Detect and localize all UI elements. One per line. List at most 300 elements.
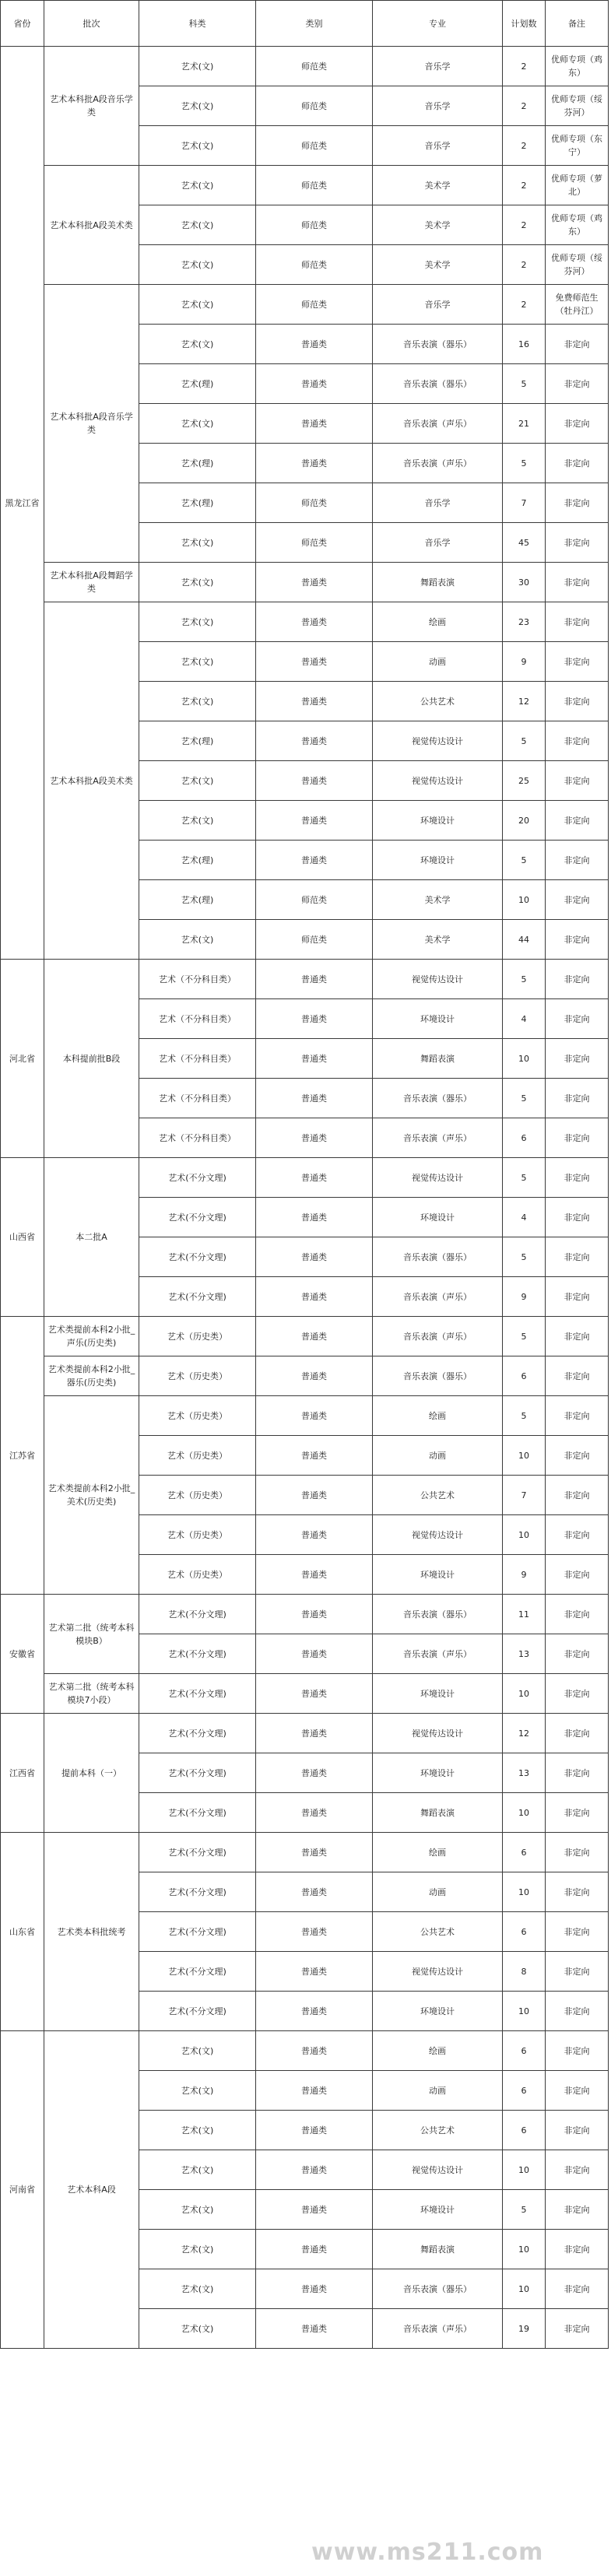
- cell-batch: 艺术本科批A段美术类: [44, 166, 139, 285]
- cell-plan-count: 6: [503, 1118, 546, 1158]
- table-row: [1, 1158, 609, 1198]
- cell-remarks: 非定向: [546, 960, 609, 999]
- cell-major: 舞蹈表演: [373, 1039, 503, 1079]
- cell-remarks: 优师专项（绥芬河）: [546, 86, 609, 126]
- cell-type: 师范类: [256, 920, 373, 960]
- table-row: [1, 166, 609, 205]
- cell-major: 环境设计: [373, 1555, 503, 1595]
- cell-remarks: 非定向: [546, 444, 609, 483]
- cell-major: 音乐表演（声乐）: [373, 1317, 503, 1356]
- cell-batch: 艺术本科批A段舞蹈学类: [44, 563, 139, 602]
- cell-plan-count: 10: [503, 880, 546, 920]
- cell-plan-count: 2: [503, 285, 546, 325]
- cell-major: 动画: [373, 642, 503, 682]
- cell-remarks: 非定向: [546, 2031, 609, 2071]
- cell-plan-count: 9: [503, 1555, 546, 1595]
- cell-subject-category: 艺术(文): [139, 920, 256, 960]
- cell-subject-category: 艺术（历史类）: [139, 1436, 256, 1476]
- cell-province: 河南省: [1, 2031, 44, 2349]
- cell-province: 黑龙江省: [1, 47, 44, 960]
- cell-type: 普通类: [256, 1436, 373, 1476]
- cell-subject-category: 艺术（历史类）: [139, 1515, 256, 1555]
- cell-plan-count: 6: [503, 2071, 546, 2111]
- cell-subject-category: 艺术(理): [139, 721, 256, 761]
- table-row: [1, 285, 609, 325]
- cell-remarks: 非定向: [546, 1039, 609, 1079]
- cell-plan-count: 30: [503, 563, 546, 602]
- cell-major: 绘画: [373, 602, 503, 642]
- cell-major: 音乐表演（声乐）: [373, 2309, 503, 2349]
- cell-plan-count: 7: [503, 483, 546, 523]
- cell-type: 普通类: [256, 1674, 373, 1714]
- cell-major: 音乐表演（声乐）: [373, 404, 503, 444]
- cell-subject-category: 艺术(理): [139, 483, 256, 523]
- cell-remarks: 非定向: [546, 1118, 609, 1158]
- cell-remarks: 非定向: [546, 1436, 609, 1476]
- cell-remarks: 非定向: [546, 1555, 609, 1595]
- cell-type: 师范类: [256, 47, 373, 86]
- cell-remarks: 非定向: [546, 880, 609, 920]
- cell-type: 师范类: [256, 166, 373, 205]
- cell-type: 普通类: [256, 2230, 373, 2269]
- cell-remarks: 非定向: [546, 2150, 609, 2190]
- cell-remarks: 非定向: [546, 2111, 609, 2150]
- cell-remarks: 免费师范生（牡丹江）: [546, 285, 609, 325]
- cell-major: 音乐表演（声乐）: [373, 1277, 503, 1317]
- cell-type: 普通类: [256, 1158, 373, 1198]
- cell-type: 普通类: [256, 1634, 373, 1674]
- cell-remarks: 非定向: [546, 2309, 609, 2349]
- cell-major: 视觉传达设计: [373, 761, 503, 801]
- cell-type: 师范类: [256, 483, 373, 523]
- cell-type: 师范类: [256, 205, 373, 245]
- cell-type: 普通类: [256, 1714, 373, 1753]
- cell-subject-category: 艺术(理): [139, 444, 256, 483]
- cell-plan-count: 2: [503, 205, 546, 245]
- cell-subject-category: 艺术（不分科目类）: [139, 1079, 256, 1118]
- cell-type: 普通类: [256, 325, 373, 364]
- cell-remarks: 非定向: [546, 2230, 609, 2269]
- header-row: [1, 1, 609, 47]
- cell-subject-category: 艺术(文): [139, 86, 256, 126]
- cell-remarks: 非定向: [546, 682, 609, 721]
- cell-plan-count: 4: [503, 1198, 546, 1237]
- cell-major: 动画: [373, 1872, 503, 1912]
- cell-subject-category: 艺术(不分文理): [139, 1277, 256, 1317]
- cell-subject-category: 艺术(文): [139, 2190, 256, 2230]
- cell-plan-count: 6: [503, 1356, 546, 1396]
- cell-major: 音乐学: [373, 86, 503, 126]
- cell-major: 舞蹈表演: [373, 563, 503, 602]
- cell-subject-category: 艺术(文): [139, 166, 256, 205]
- cell-major: 音乐表演（器乐）: [373, 1356, 503, 1396]
- cell-plan-count: 20: [503, 801, 546, 841]
- cell-major: 音乐学: [373, 483, 503, 523]
- table-row: [1, 47, 609, 86]
- cell-major: 视觉传达设计: [373, 1952, 503, 1992]
- cell-type: 普通类: [256, 642, 373, 682]
- table-row: [1, 563, 609, 602]
- cell-subject-category: 艺术（不分科目类）: [139, 1118, 256, 1158]
- cell-remarks: 优师专项（鸡东）: [546, 205, 609, 245]
- cell-remarks: 非定向: [546, 1912, 609, 1952]
- cell-remarks: 非定向: [546, 1992, 609, 2031]
- cell-subject-category: 艺术(文): [139, 682, 256, 721]
- cell-batch: 提前本科（一）: [44, 1714, 139, 1833]
- cell-subject-category: 艺术（历史类）: [139, 1396, 256, 1436]
- cell-major: 环境设计: [373, 1992, 503, 2031]
- cell-type: 师范类: [256, 523, 373, 563]
- cell-subject-category: 艺术(文): [139, 642, 256, 682]
- cell-subject-category: 艺术（不分科目类）: [139, 999, 256, 1039]
- cell-major: 公共艺术: [373, 1912, 503, 1952]
- cell-remarks: 非定向: [546, 1714, 609, 1753]
- header-province: 省份: [1, 1, 44, 47]
- cell-major: 绘画: [373, 1833, 503, 1872]
- cell-major: 环境设计: [373, 801, 503, 841]
- cell-subject-category: 艺术（历史类）: [139, 1317, 256, 1356]
- cell-type: 普通类: [256, 444, 373, 483]
- cell-plan-count: 19: [503, 2309, 546, 2349]
- cell-subject-category: 艺术(不分文理): [139, 1237, 256, 1277]
- cell-remarks: 非定向: [546, 1198, 609, 1237]
- cell-plan-count: 5: [503, 1396, 546, 1436]
- cell-subject-category: 艺术(不分文理): [139, 1912, 256, 1952]
- cell-remarks: 非定向: [546, 404, 609, 444]
- cell-remarks: 非定向: [546, 999, 609, 1039]
- cell-type: 普通类: [256, 1992, 373, 2031]
- cell-type: 普通类: [256, 1356, 373, 1396]
- cell-plan-count: 5: [503, 1079, 546, 1118]
- cell-type: 普通类: [256, 1595, 373, 1634]
- cell-plan-count: 6: [503, 2031, 546, 2071]
- cell-remarks: 非定向: [546, 2269, 609, 2309]
- cell-province: 江苏省: [1, 1317, 44, 1595]
- cell-plan-count: 10: [503, 2230, 546, 2269]
- cell-plan-count: 10: [503, 1436, 546, 1476]
- cell-plan-count: 5: [503, 960, 546, 999]
- cell-type: 普通类: [256, 801, 373, 841]
- cell-subject-category: 艺术（历史类）: [139, 1476, 256, 1515]
- cell-plan-count: 10: [503, 1872, 546, 1912]
- cell-plan-count: 8: [503, 1952, 546, 1992]
- table-row: [1, 1714, 609, 1753]
- cell-major: 美术学: [373, 920, 503, 960]
- cell-plan-count: 5: [503, 364, 546, 404]
- cell-remarks: 非定向: [546, 761, 609, 801]
- cell-subject-category: 艺术(文): [139, 325, 256, 364]
- cell-subject-category: 艺术（不分科目类）: [139, 1039, 256, 1079]
- cell-batch: 艺术类提前本科2小批_美术(历史类): [44, 1396, 139, 1595]
- cell-remarks: 非定向: [546, 920, 609, 960]
- cell-plan-count: 10: [503, 1674, 546, 1714]
- header-type: 类别: [256, 1, 373, 47]
- table-row: [1, 602, 609, 642]
- cell-major: 美术学: [373, 880, 503, 920]
- cell-plan-count: 21: [503, 404, 546, 444]
- cell-subject-category: 艺术（历史类）: [139, 1356, 256, 1396]
- cell-type: 普通类: [256, 1039, 373, 1079]
- cell-subject-category: 艺术(文): [139, 205, 256, 245]
- cell-subject-category: 艺术(文): [139, 761, 256, 801]
- cell-type: 普通类: [256, 2150, 373, 2190]
- cell-major: 音乐学: [373, 285, 503, 325]
- cell-type: 师范类: [256, 880, 373, 920]
- cell-plan-count: 7: [503, 1476, 546, 1515]
- cell-major: 音乐学: [373, 47, 503, 86]
- cell-type: 普通类: [256, 1198, 373, 1237]
- cell-province: 河北省: [1, 960, 44, 1158]
- cell-type: 普通类: [256, 2309, 373, 2349]
- cell-type: 普通类: [256, 563, 373, 602]
- table-row: [1, 1317, 609, 1356]
- cell-subject-category: 艺术(文): [139, 2111, 256, 2150]
- cell-batch: 艺术类提前本科2小批_声乐(历史类): [44, 1317, 139, 1356]
- cell-batch: 艺术本科批A段音乐学类: [44, 47, 139, 166]
- cell-major: 公共艺术: [373, 682, 503, 721]
- cell-remarks: 非定向: [546, 1079, 609, 1118]
- cell-major: 舞蹈表演: [373, 2230, 503, 2269]
- cell-subject-category: 艺术(文): [139, 2150, 256, 2190]
- cell-batch: 艺术第二批（统考本科模块7小段）: [44, 1674, 139, 1714]
- cell-remarks: 非定向: [546, 1595, 609, 1634]
- cell-plan-count: 10: [503, 2150, 546, 2190]
- cell-remarks: 非定向: [546, 1833, 609, 1872]
- cell-remarks: 非定向: [546, 523, 609, 563]
- cell-type: 普通类: [256, 2031, 373, 2071]
- cell-subject-category: 艺术(不分文理): [139, 1634, 256, 1674]
- cell-plan-count: 10: [503, 1992, 546, 2031]
- cell-remarks: 非定向: [546, 1317, 609, 1356]
- cell-plan-count: 16: [503, 325, 546, 364]
- cell-subject-category: 艺术（历史类）: [139, 1555, 256, 1595]
- cell-type: 普通类: [256, 841, 373, 880]
- cell-major: 舞蹈表演: [373, 1793, 503, 1833]
- cell-remarks: 非定向: [546, 1277, 609, 1317]
- cell-major: 音乐学: [373, 126, 503, 166]
- header-plan-count: 计划数: [503, 1, 546, 47]
- cell-subject-category: 艺术(文): [139, 563, 256, 602]
- cell-plan-count: 44: [503, 920, 546, 960]
- cell-major: 视觉传达设计: [373, 1158, 503, 1198]
- cell-subject-category: 艺术(文): [139, 2309, 256, 2349]
- cell-remarks: 非定向: [546, 1476, 609, 1515]
- cell-subject-category: 艺术(不分文理): [139, 1714, 256, 1753]
- cell-subject-category: 艺术(文): [139, 2269, 256, 2309]
- cell-major: 音乐表演（器乐）: [373, 364, 503, 404]
- cell-remarks: 非定向: [546, 841, 609, 880]
- cell-subject-category: 艺术(不分文理): [139, 1992, 256, 2031]
- cell-major: 音乐表演（器乐）: [373, 1595, 503, 1634]
- cell-type: 普通类: [256, 999, 373, 1039]
- cell-plan-count: 5: [503, 444, 546, 483]
- cell-type: 普通类: [256, 602, 373, 642]
- cell-remarks: 非定向: [546, 1872, 609, 1912]
- cell-type: 普通类: [256, 1952, 373, 1992]
- cell-type: 普通类: [256, 1476, 373, 1515]
- cell-subject-category: 艺术(不分文理): [139, 1952, 256, 1992]
- cell-batch: 艺术第二批（统考本科模块B）: [44, 1595, 139, 1674]
- cell-type: 普通类: [256, 2111, 373, 2150]
- cell-subject-category: 艺术(不分文理): [139, 1793, 256, 1833]
- cell-type: 普通类: [256, 1118, 373, 1158]
- cell-subject-category: 艺术(文): [139, 47, 256, 86]
- cell-subject-category: 艺术(理): [139, 364, 256, 404]
- header-remarks: 备注: [546, 1, 609, 47]
- cell-type: 普通类: [256, 2269, 373, 2309]
- cell-type: 师范类: [256, 126, 373, 166]
- cell-batch: 本科提前批B段: [44, 960, 139, 1158]
- cell-subject-category: 艺术(不分文理): [139, 1158, 256, 1198]
- cell-remarks: 非定向: [546, 602, 609, 642]
- cell-major: 公共艺术: [373, 2111, 503, 2150]
- cell-type: 普通类: [256, 1396, 373, 1436]
- cell-subject-category: 艺术(文): [139, 126, 256, 166]
- cell-major: 视觉传达设计: [373, 960, 503, 999]
- cell-plan-count: 13: [503, 1753, 546, 1793]
- cell-type: 普通类: [256, 1079, 373, 1118]
- cell-remarks: 优师专项（鸡东）: [546, 47, 609, 86]
- table-row: [1, 1595, 609, 1634]
- cell-remarks: 非定向: [546, 1158, 609, 1198]
- cell-major: 音乐表演（器乐）: [373, 2269, 503, 2309]
- cell-subject-category: 艺术(文): [139, 2031, 256, 2071]
- cell-major: 音乐学: [373, 523, 503, 563]
- cell-remarks: 非定向: [546, 1515, 609, 1555]
- cell-subject-category: 艺术(不分文理): [139, 1595, 256, 1634]
- cell-type: 普通类: [256, 404, 373, 444]
- cell-major: 绘画: [373, 1396, 503, 1436]
- cell-subject-category: 艺术(理): [139, 841, 256, 880]
- cell-major: 音乐表演（声乐）: [373, 444, 503, 483]
- cell-remarks: 非定向: [546, 1753, 609, 1793]
- cell-major: 公共艺术: [373, 1476, 503, 1515]
- cell-remarks: 非定向: [546, 2071, 609, 2111]
- cell-subject-category: 艺术(文): [139, 801, 256, 841]
- table-row: [1, 2031, 609, 2071]
- cell-major: 音乐表演（器乐）: [373, 1237, 503, 1277]
- cell-major: 音乐表演（器乐）: [373, 1079, 503, 1118]
- cell-remarks: 非定向: [546, 642, 609, 682]
- cell-remarks: 优师专项（绥芬河）: [546, 245, 609, 285]
- cell-type: 普通类: [256, 1833, 373, 1872]
- cell-batch: 艺术本科批A段音乐学类: [44, 285, 139, 563]
- cell-remarks: 非定向: [546, 1634, 609, 1674]
- cell-remarks: 非定向: [546, 1674, 609, 1714]
- cell-plan-count: 45: [503, 523, 546, 563]
- cell-remarks: 非定向: [546, 563, 609, 602]
- cell-major: 美术学: [373, 166, 503, 205]
- cell-remarks: 非定向: [546, 1356, 609, 1396]
- cell-type: 普通类: [256, 682, 373, 721]
- cell-batch: 艺术类提前本科2小批_器乐(历史类): [44, 1356, 139, 1396]
- cell-major: 视觉传达设计: [373, 1714, 503, 1753]
- cell-major: 音乐表演（器乐）: [373, 325, 503, 364]
- cell-subject-category: 艺术(不分文理): [139, 1833, 256, 1872]
- cell-plan-count: 2: [503, 126, 546, 166]
- cell-type: 师范类: [256, 86, 373, 126]
- cell-remarks: 非定向: [546, 2190, 609, 2230]
- cell-plan-count: 6: [503, 2111, 546, 2150]
- cell-type: 普通类: [256, 364, 373, 404]
- cell-batch: 本二批A: [44, 1158, 139, 1317]
- cell-plan-count: 5: [503, 2190, 546, 2230]
- cell-subject-category: 艺术(不分文理): [139, 1753, 256, 1793]
- header-batch: 批次: [44, 1, 139, 47]
- cell-type: 普通类: [256, 960, 373, 999]
- cell-plan-count: 10: [503, 1793, 546, 1833]
- cell-province: 山东省: [1, 1833, 44, 2031]
- cell-plan-count: 23: [503, 602, 546, 642]
- cell-subject-category: 艺术(不分文理): [139, 1198, 256, 1237]
- cell-remarks: 非定向: [546, 801, 609, 841]
- cell-type: 普通类: [256, 721, 373, 761]
- cell-major: 美术学: [373, 245, 503, 285]
- cell-major: 环境设计: [373, 841, 503, 880]
- cell-major: 视觉传达设计: [373, 2150, 503, 2190]
- cell-plan-count: 2: [503, 47, 546, 86]
- cell-plan-count: 10: [503, 1039, 546, 1079]
- cell-type: 普通类: [256, 1237, 373, 1277]
- cell-remarks: 非定向: [546, 325, 609, 364]
- cell-plan-count: 12: [503, 682, 546, 721]
- header-subject-category: 科类: [139, 1, 256, 47]
- cell-batch: 艺术类本科批统考: [44, 1833, 139, 2031]
- cell-type: 普通类: [256, 1277, 373, 1317]
- cell-remarks: 优师专项（东宁）: [546, 126, 609, 166]
- cell-remarks: 非定向: [546, 1237, 609, 1277]
- cell-subject-category: 艺术(不分文理): [139, 1872, 256, 1912]
- cell-type: 普通类: [256, 1753, 373, 1793]
- cell-type: 普通类: [256, 1317, 373, 1356]
- table-row: [1, 1674, 609, 1714]
- cell-major: 绘画: [373, 2031, 503, 2071]
- cell-plan-count: 12: [503, 1714, 546, 1753]
- cell-subject-category: 艺术(文): [139, 285, 256, 325]
- cell-plan-count: 9: [503, 642, 546, 682]
- cell-major: 视觉传达设计: [373, 721, 503, 761]
- cell-subject-category: 艺术(文): [139, 2230, 256, 2269]
- cell-subject-category: 艺术(理): [139, 880, 256, 920]
- cell-major: 动画: [373, 2071, 503, 2111]
- cell-type: 师范类: [256, 285, 373, 325]
- cell-plan-count: 6: [503, 1912, 546, 1952]
- cell-plan-count: 5: [503, 1317, 546, 1356]
- cell-plan-count: 2: [503, 166, 546, 205]
- table-row: [1, 1833, 609, 1872]
- cell-major: 环境设计: [373, 1753, 503, 1793]
- cell-major: 美术学: [373, 205, 503, 245]
- cell-subject-category: 艺术(文): [139, 523, 256, 563]
- cell-major: 环境设计: [373, 1674, 503, 1714]
- cell-remarks: 非定向: [546, 483, 609, 523]
- table-row: [1, 1356, 609, 1396]
- cell-type: 普通类: [256, 1515, 373, 1555]
- cell-subject-category: 艺术(不分文理): [139, 1674, 256, 1714]
- cell-subject-category: 艺术(文): [139, 404, 256, 444]
- cell-plan-count: 5: [503, 1237, 546, 1277]
- cell-type: 普通类: [256, 761, 373, 801]
- cell-plan-count: 25: [503, 761, 546, 801]
- cell-major: 环境设计: [373, 1198, 503, 1237]
- table-row: [1, 1396, 609, 1436]
- cell-subject-category: 艺术(文): [139, 602, 256, 642]
- cell-major: 环境设计: [373, 999, 503, 1039]
- table-body: [1, 47, 609, 2349]
- cell-plan-count: 5: [503, 1158, 546, 1198]
- table-row: [1, 960, 609, 999]
- cell-major: 音乐表演（声乐）: [373, 1118, 503, 1158]
